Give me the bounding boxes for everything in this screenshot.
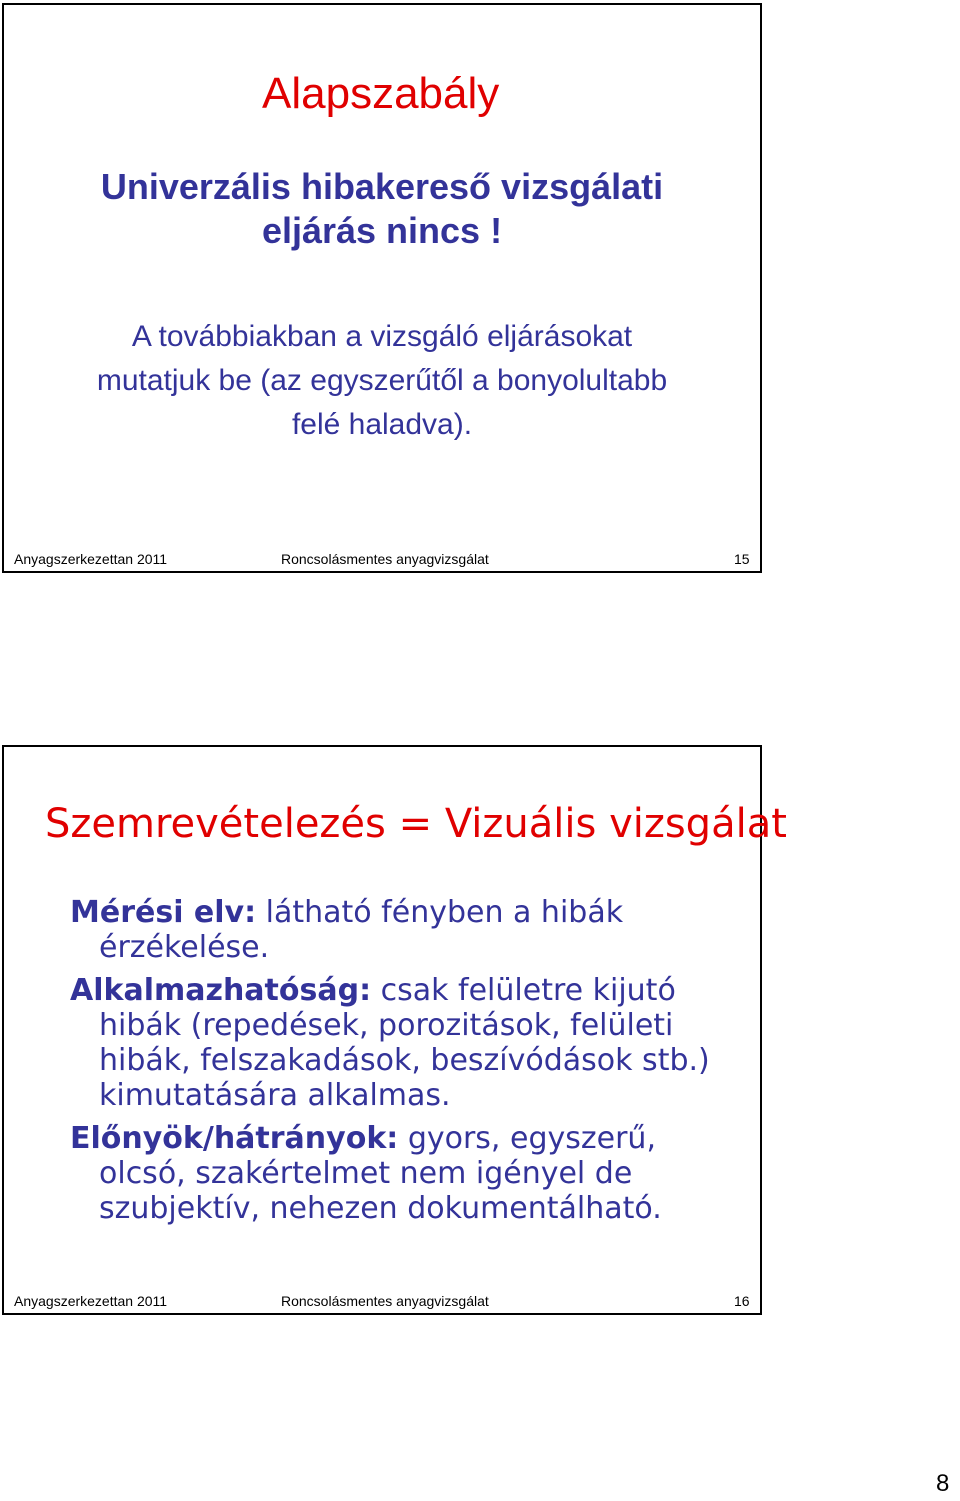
bullet-line: kimutatására alkalmas. [99, 1078, 451, 1113]
bullet-key: Előnyök/hátrányok: [70, 1121, 399, 1156]
page-number: 8 [936, 1470, 950, 1497]
bullet-key: Mérési elv: [70, 895, 257, 930]
paragraph-line: mutatjuk be (az egyszerűtől a bonyolultabb [96, 364, 668, 397]
bullet-line: hibák (repedések, porozitások, felületi [99, 1008, 674, 1043]
bullet-first-line [70, 895, 750, 930]
bullet-line: szubjektív, nehezen dokumentálható. [99, 1191, 662, 1226]
bullet-line: olcsó, szakértelmet nem igényel de [99, 1156, 633, 1191]
slide-16 [2, 745, 787, 1315]
bullet-first-line [70, 973, 750, 1008]
footer-course: Anyagszerkezettan 2011 [14, 1293, 168, 1309]
paragraph-line: A továbbiakban a vizsgáló eljárásokat [131, 320, 633, 353]
subtitle-line: Univerzális hibakereső vizsgálati [100, 166, 664, 207]
bullet-list [70, 895, 750, 1234]
slide-title: Alapszabály [262, 69, 500, 118]
slide-subtitle [4, 165, 760, 253]
footer-slide-number: 16 [734, 1293, 750, 1309]
footer-slide-number: 15 [734, 551, 750, 567]
footer-topic: Roncsolásmentes anyagvizsgálat [281, 1293, 489, 1309]
bullet-item [70, 1121, 750, 1226]
bullet-first-line [70, 1121, 750, 1156]
bullet-item [70, 973, 750, 1113]
footer-course: Anyagszerkezettan 2011 [14, 551, 168, 567]
bullet-text: gyors, egyszerű, [398, 1121, 656, 1156]
subtitle-line: eljárás nincs ! [261, 210, 503, 251]
bullet-line: hibák, felszakadások, beszívódások stb.) [99, 1043, 710, 1078]
slide-15 [2, 3, 762, 573]
bullet-item [70, 895, 750, 965]
slide-title: Szemrevételezés = Vizuális vizsgálat [45, 801, 787, 847]
bullet-line: érzékelése. [99, 930, 270, 965]
paragraph-line: felé haladva). [291, 408, 473, 441]
slide-paragraph [4, 315, 760, 447]
bullet-key: Alkalmazhatóság: [70, 973, 372, 1008]
bullet-text: látható fényben a hibák [256, 895, 624, 930]
bullet-text: csak felületre kijutó [371, 973, 676, 1008]
footer-topic: Roncsolásmentes anyagvizsgálat [281, 551, 489, 567]
